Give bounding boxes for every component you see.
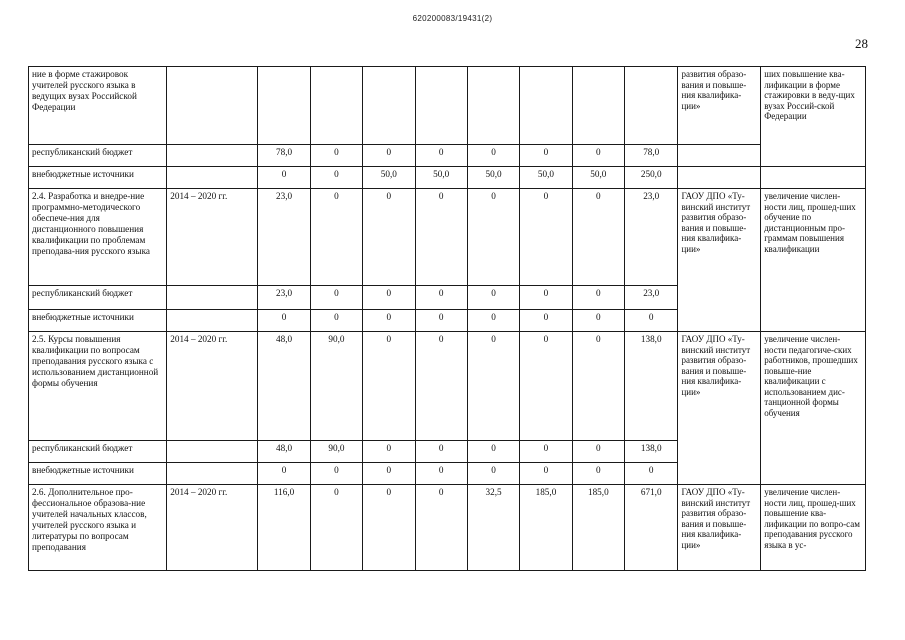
total-cell: 671,0 xyxy=(625,485,678,571)
total-cell: 0 xyxy=(625,310,678,332)
year-value-cell: 185,0 xyxy=(520,485,572,571)
year-value-cell: 185,0 xyxy=(572,485,624,571)
funding-source: внебюджетные источники xyxy=(29,310,167,332)
executor-cell: ГАОУ ДПО «Ту-винский институт развития образо-вания и повыше-ния квалифика-ции» xyxy=(678,189,761,332)
table-row-activity xyxy=(29,332,866,441)
term-cell xyxy=(167,286,258,310)
year-value-cell: 0 xyxy=(258,167,310,189)
year-value-cell: 0 xyxy=(520,332,572,441)
table-row-funding xyxy=(29,167,866,189)
year-value-cell xyxy=(258,67,310,145)
year-value-cell xyxy=(520,67,572,145)
year-value-cell: 0 xyxy=(415,485,467,571)
year-value-cell: 48,0 xyxy=(258,441,310,463)
funding-source: республиканский бюджет xyxy=(29,286,167,310)
year-value-cell: 0 xyxy=(415,441,467,463)
year-value-cell: 50,0 xyxy=(467,167,519,189)
funding-source: внебюджетные источники xyxy=(29,167,167,189)
funding-source: внебюджетные источники xyxy=(29,463,167,485)
year-value-cell: 0 xyxy=(572,189,624,286)
year-value-cell: 0 xyxy=(520,145,572,167)
year-value-cell xyxy=(363,67,415,145)
year-value-cell: 48,0 xyxy=(258,332,310,441)
document-id: 620200083/19431(2) xyxy=(412,14,493,23)
year-value-cell: 0 xyxy=(572,332,624,441)
year-value-cell xyxy=(310,67,362,145)
year-value-cell: 0 xyxy=(415,286,467,310)
year-value-cell: 0 xyxy=(363,463,415,485)
executor-cell: ГАОУ ДПО «Ту-винский институт развития образо-вания и повыше-ния квалифика-ции» xyxy=(678,485,761,571)
term-cell: 2014 – 2020 гг. xyxy=(167,485,258,571)
total-cell: 78,0 xyxy=(625,145,678,167)
term-cell xyxy=(167,441,258,463)
executor-cell xyxy=(678,145,761,167)
year-value-cell: 0 xyxy=(520,189,572,286)
funding-source: республиканский бюджет xyxy=(29,145,167,167)
year-value-cell: 0 xyxy=(520,286,572,310)
year-value-cell xyxy=(467,67,519,145)
activity-name: 2.6. Дополнительное про-фессиональное образова-ние учителей начальных классов, учителей русского языка и литературы по вопросам преподавания xyxy=(29,485,167,571)
year-value-cell: 0 xyxy=(467,310,519,332)
total-cell: 138,0 xyxy=(625,441,678,463)
year-value-cell: 0 xyxy=(363,441,415,463)
executor-cell: развития образо-вания и повыше-ния квалифика-ции» xyxy=(678,67,761,145)
year-value-cell: 0 xyxy=(363,189,415,286)
result-cell xyxy=(761,167,866,189)
year-value-cell: 32,5 xyxy=(467,485,519,571)
year-value-cell: 116,0 xyxy=(258,485,310,571)
total-cell: 23,0 xyxy=(625,286,678,310)
year-value-cell xyxy=(415,67,467,145)
activity-name: 2.5. Курсы повышения квалификации по вопросам преподавания русского языка с использованием дистанционной формы обучения xyxy=(29,332,167,441)
year-value-cell: 0 xyxy=(363,145,415,167)
year-value-cell: 0 xyxy=(520,310,572,332)
executor-cell: ГАОУ ДПО «Ту-винский институт развития образо-вания и повыше-ния квалифика-ции» xyxy=(678,332,761,485)
year-value-cell: 0 xyxy=(520,441,572,463)
year-value-cell: 0 xyxy=(467,441,519,463)
term-cell: 2014 – 2020 гг. xyxy=(167,189,258,286)
year-value-cell: 0 xyxy=(310,310,362,332)
year-value-cell: 0 xyxy=(258,463,310,485)
year-value-cell: 0 xyxy=(363,310,415,332)
year-value-cell: 50,0 xyxy=(520,167,572,189)
executor-cell xyxy=(678,167,761,189)
term-cell xyxy=(167,310,258,332)
year-value-cell: 0 xyxy=(415,189,467,286)
year-value-cell: 0 xyxy=(415,332,467,441)
year-value-cell: 90,0 xyxy=(310,441,362,463)
term-cell: 2014 – 2020 гг. xyxy=(167,332,258,441)
year-value-cell: 0 xyxy=(572,145,624,167)
year-value-cell: 0 xyxy=(258,310,310,332)
table-row-funding xyxy=(29,145,866,167)
total-cell: 0 xyxy=(625,463,678,485)
page-number: 28 xyxy=(855,36,868,51)
year-value-cell: 0 xyxy=(572,441,624,463)
year-value-cell: 23,0 xyxy=(258,189,310,286)
program-table xyxy=(28,66,866,571)
year-value-cell: 0 xyxy=(310,145,362,167)
year-value-cell: 0 xyxy=(572,286,624,310)
year-value-cell: 0 xyxy=(310,189,362,286)
year-value-cell: 0 xyxy=(310,286,362,310)
total-cell: 23,0 xyxy=(625,189,678,286)
year-value-cell: 0 xyxy=(415,463,467,485)
year-value-cell: 0 xyxy=(415,310,467,332)
funding-source: республиканский бюджет xyxy=(29,441,167,463)
year-value-cell: 0 xyxy=(363,332,415,441)
year-value-cell: 0 xyxy=(415,145,467,167)
year-value-cell: 0 xyxy=(467,145,519,167)
year-value-cell: 78,0 xyxy=(258,145,310,167)
result-cell: увеличение числен-ности педагогиче-ских работников, прошедших повыше-ние квалификации с использованием дис-танционной формы обучения xyxy=(761,332,866,485)
year-value-cell xyxy=(572,67,624,145)
term-cell xyxy=(167,463,258,485)
result-cell: увеличение числен-ности лиц, прошед-ших повышение ква-лификации по вопро-сам преподавания русского языка в ус- xyxy=(761,485,866,571)
table-row-activity xyxy=(29,485,866,571)
activity-name: ние в форме стажировок учителей русского языка в ведущих вузах Российской Федерации xyxy=(29,67,167,145)
year-value-cell: 0 xyxy=(467,332,519,441)
total-cell: 138,0 xyxy=(625,332,678,441)
year-value-cell: 0 xyxy=(520,463,572,485)
year-value-cell: 0 xyxy=(310,167,362,189)
table-row-activity xyxy=(29,67,866,145)
year-value-cell: 0 xyxy=(467,463,519,485)
total-cell xyxy=(625,67,678,145)
year-value-cell: 0 xyxy=(363,286,415,310)
year-value-cell: 23,0 xyxy=(258,286,310,310)
term-cell xyxy=(167,145,258,167)
result-cell: увеличение числен-ности лиц, прошед-ших обучение по дистанционным про-граммам повышения квалификации xyxy=(761,189,866,332)
year-value-cell: 50,0 xyxy=(572,167,624,189)
year-value-cell: 0 xyxy=(572,310,624,332)
total-cell: 250,0 xyxy=(625,167,678,189)
year-value-cell: 50,0 xyxy=(363,167,415,189)
year-value-cell: 0 xyxy=(363,485,415,571)
year-value-cell: 0 xyxy=(467,286,519,310)
table-row-activity xyxy=(29,189,866,286)
year-value-cell: 90,0 xyxy=(310,332,362,441)
term-cell xyxy=(167,67,258,145)
year-value-cell: 50,0 xyxy=(415,167,467,189)
result-cell: ших повышение ква-лификации в форме стажировки в веду-щих вузах Россий-ской Федерации xyxy=(761,67,866,167)
term-cell xyxy=(167,167,258,189)
activity-name: 2.4. Разработка и внедре-ние программно-методического обеспече-ния для дистанционного повышения квалификации по проблемам преподава-ния русского языка xyxy=(29,189,167,286)
year-value-cell: 0 xyxy=(310,463,362,485)
year-value-cell: 0 xyxy=(572,463,624,485)
year-value-cell: 0 xyxy=(310,485,362,571)
year-value-cell: 0 xyxy=(467,189,519,286)
